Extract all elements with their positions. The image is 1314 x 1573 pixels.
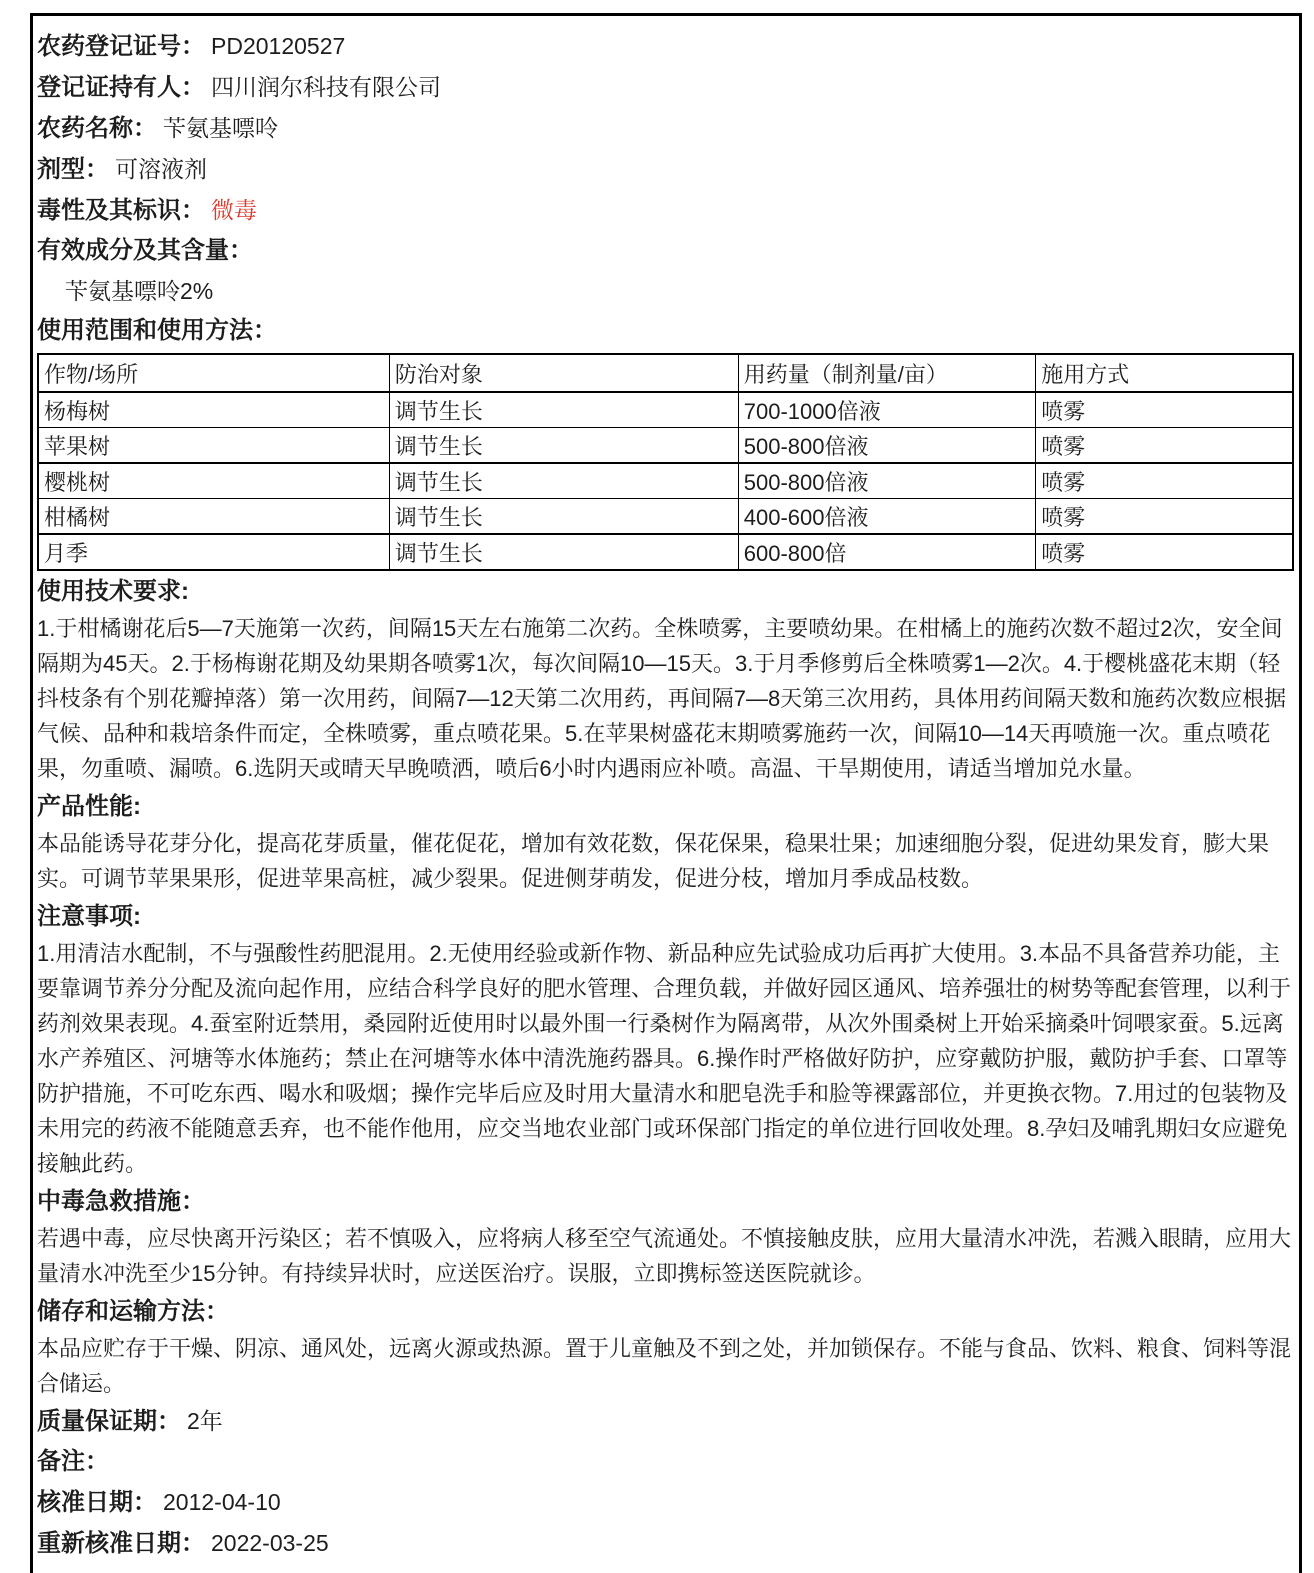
section-title: 使用技术要求: bbox=[37, 578, 189, 605]
usage-cell: 杨梅树 bbox=[38, 392, 389, 428]
usage-cell: 喷雾 bbox=[1036, 392, 1293, 428]
field-row bbox=[37, 231, 1294, 271]
field-label: 剂型： bbox=[37, 156, 109, 183]
usage-column-header: 施用方式 bbox=[1036, 354, 1293, 392]
section bbox=[37, 573, 1294, 786]
field-label: 有效成分及其含量： bbox=[37, 237, 253, 264]
usage-scope-heading: 使用范围和使用方法： bbox=[37, 317, 277, 344]
field-value: 可溶液剂 bbox=[115, 156, 207, 182]
usage-cell: 调节生长 bbox=[389, 499, 738, 535]
usage-cell: 喷雾 bbox=[1036, 463, 1293, 499]
field-label: 登记证持有人： bbox=[37, 74, 205, 101]
section-body: 若遇中毒，应尽快离开污染区；若不慎吸入，应将病人移至空气流通处。不慎接触皮肤，应用大量清水冲洗，若溅入眼睛，应用大量清水冲洗至少15分钟。有持续异状时，应送医治疗。误服，立即携标签送医院就诊。 bbox=[37, 1226, 1292, 1286]
field-value: 2012-04-10 bbox=[163, 1489, 281, 1515]
section-body: 本品能诱导花芽分化，提高花芽质量，催花促花，增加有效花数，保花保果，稳果壮果；加速细胞分裂，促进幼果发育，膨大果实。可调节苹果果形，促进苹果高桩，减少裂果。促进侧芽萌发，促进分枝，增加月季成品枝数。 bbox=[37, 831, 1270, 891]
usage-cell: 600-800倍 bbox=[738, 534, 1035, 570]
usage-cell: 调节生长 bbox=[389, 392, 738, 428]
usage-cell: 喷雾 bbox=[1036, 534, 1293, 570]
field-value: PD20120527 bbox=[211, 33, 346, 59]
section bbox=[37, 1293, 1294, 1401]
usage-column-header: 用药量（制剂量/亩） bbox=[738, 354, 1035, 392]
section-title: 产品性能: bbox=[37, 793, 141, 820]
bottom-fields bbox=[37, 1401, 1294, 1564]
table-row bbox=[38, 463, 1293, 499]
usage-cell: 400-600倍液 bbox=[738, 499, 1035, 535]
section bbox=[37, 1183, 1294, 1291]
usage-cell: 柑橘树 bbox=[38, 499, 389, 535]
section-body: 本品应贮存于干燥、阴凉、通风处，远离火源或热源。置于儿童触及不到之处，并加锁保存。不能与食品、饮料、粮食、饲料等混合储运。 bbox=[37, 1336, 1292, 1396]
top-fields bbox=[37, 26, 1294, 271]
usage-cell: 500-800倍液 bbox=[738, 463, 1035, 499]
usage-cell: 喷雾 bbox=[1036, 428, 1293, 464]
field-row bbox=[37, 190, 1294, 231]
field-label: 重新核准日期： bbox=[37, 1530, 205, 1557]
field-row bbox=[37, 1401, 1294, 1442]
section bbox=[37, 788, 1294, 896]
usage-cell: 700-1000倍液 bbox=[738, 392, 1035, 428]
usage-table bbox=[37, 353, 1294, 571]
field-label: 毒性及其标识： bbox=[37, 197, 205, 224]
field-row bbox=[37, 67, 1294, 108]
active-ingredient-line: 苄氨基嘌呤2% bbox=[65, 278, 214, 304]
usage-cell: 月季 bbox=[38, 534, 389, 570]
field-row bbox=[37, 149, 1294, 190]
table-row bbox=[38, 534, 1293, 570]
field-row bbox=[37, 1482, 1294, 1523]
section-title: 中毒急救措施： bbox=[37, 1188, 205, 1215]
toxicity-value: 微毒 bbox=[211, 197, 257, 223]
field-label: 核准日期： bbox=[37, 1489, 157, 1516]
section-body: 1.用清洁水配制，不与强酸性药肥混用。2.无使用经验或新作物、新品种应先试验成功后再扩大使用。3.本品不具备营养功能，主要靠调节养分分配及流向起作用，应结合科学良好的肥水管理、合理负载，并做好园区通风、培养强壮的树势等配套管理，以利于药剂效果表现。4.蚕室附近禁用，桑园附近使用时以最外围一行桑树作为隔离带，从次外围桑树上开始采摘桑叶饲喂家蚕。5.远离水产养殖区、河塘等水体施药；禁止在河塘等水体中清洗施药器具。6.操作时严格做好防护，应穿戴防护服，戴防护手套、口罩等防护措施，不可吃东西、喝水和吸烟；操作完毕后应及时用大量清水和肥皂洗手和脸等裸露部位，并更换衣物。7.用过的包装物及未用完的药液不能随意丢弃，也不能作他用，应交当地农业部门或环保部门指定的单位进行回收处理。8.孕妇及哺乳期妇女应避免接触此药。 bbox=[37, 941, 1292, 1176]
field-value: 四川润尔科技有限公司 bbox=[211, 74, 441, 100]
usage-table-header-row bbox=[38, 354, 1293, 392]
usage-column-header: 防治对象 bbox=[389, 354, 738, 392]
table-row bbox=[38, 428, 1293, 464]
field-row bbox=[37, 1523, 1294, 1564]
field-label: 备注： bbox=[37, 1448, 109, 1475]
section-body: 1.于柑橘谢花后5—7天施第一次药，间隔15天左右施第二次药。全株喷雾，主要喷幼果。在柑橘上的施药次数不超过2次，安全间隔期为45天。2.于杨梅谢花期及幼果期各喷雾1次，每次间隔10—15天。3.于月季修剪后全株喷雾1—2次。4.于樱桃盛花末期（轻抖枝条有个别花瓣掉落）第一次用药，间隔7—12天第二次用药，再间隔7—8天第三次用药，具体用药间隔天数和施药次数应根据气候、品种和栽培条件而定，全株喷雾，重点喷花果。5.在苹果树盛花末期喷雾施药一次，间隔10—14天再喷施一次。重点喷花果，勿重喷、漏喷。6.选阴天或晴天早晚喷洒，喷后6小时内遇雨应补喷。高温、干旱期使用，请适当增加兑水量。 bbox=[37, 616, 1287, 781]
usage-column-header: 作物/场所 bbox=[38, 354, 389, 392]
usage-cell: 500-800倍液 bbox=[738, 428, 1035, 464]
field-label: 质量保证期： bbox=[37, 1408, 181, 1435]
section bbox=[37, 898, 1294, 1181]
field-value: 2年 bbox=[187, 1408, 223, 1434]
usage-cell: 调节生长 bbox=[389, 428, 738, 464]
table-row bbox=[38, 392, 1293, 428]
field-row bbox=[37, 108, 1294, 149]
section-title: 储存和运输方法： bbox=[37, 1298, 229, 1325]
field-value: 苄氨基嘌呤 bbox=[163, 115, 278, 141]
field-label: 农药登记证号： bbox=[37, 33, 205, 60]
usage-cell: 苹果树 bbox=[38, 428, 389, 464]
text-sections bbox=[37, 573, 1294, 1401]
field-label: 农药名称： bbox=[37, 115, 157, 142]
usage-cell: 调节生长 bbox=[389, 463, 738, 499]
usage-cell: 调节生长 bbox=[389, 534, 738, 570]
table-row bbox=[38, 499, 1293, 535]
pesticide-registration-document bbox=[30, 13, 1302, 1573]
section-title: 注意事项: bbox=[37, 903, 141, 930]
field-row bbox=[37, 1442, 1294, 1482]
field-row bbox=[37, 26, 1294, 67]
usage-cell: 樱桃树 bbox=[38, 463, 389, 499]
usage-cell: 喷雾 bbox=[1036, 499, 1293, 535]
field-value: 2022-03-25 bbox=[211, 1530, 329, 1556]
